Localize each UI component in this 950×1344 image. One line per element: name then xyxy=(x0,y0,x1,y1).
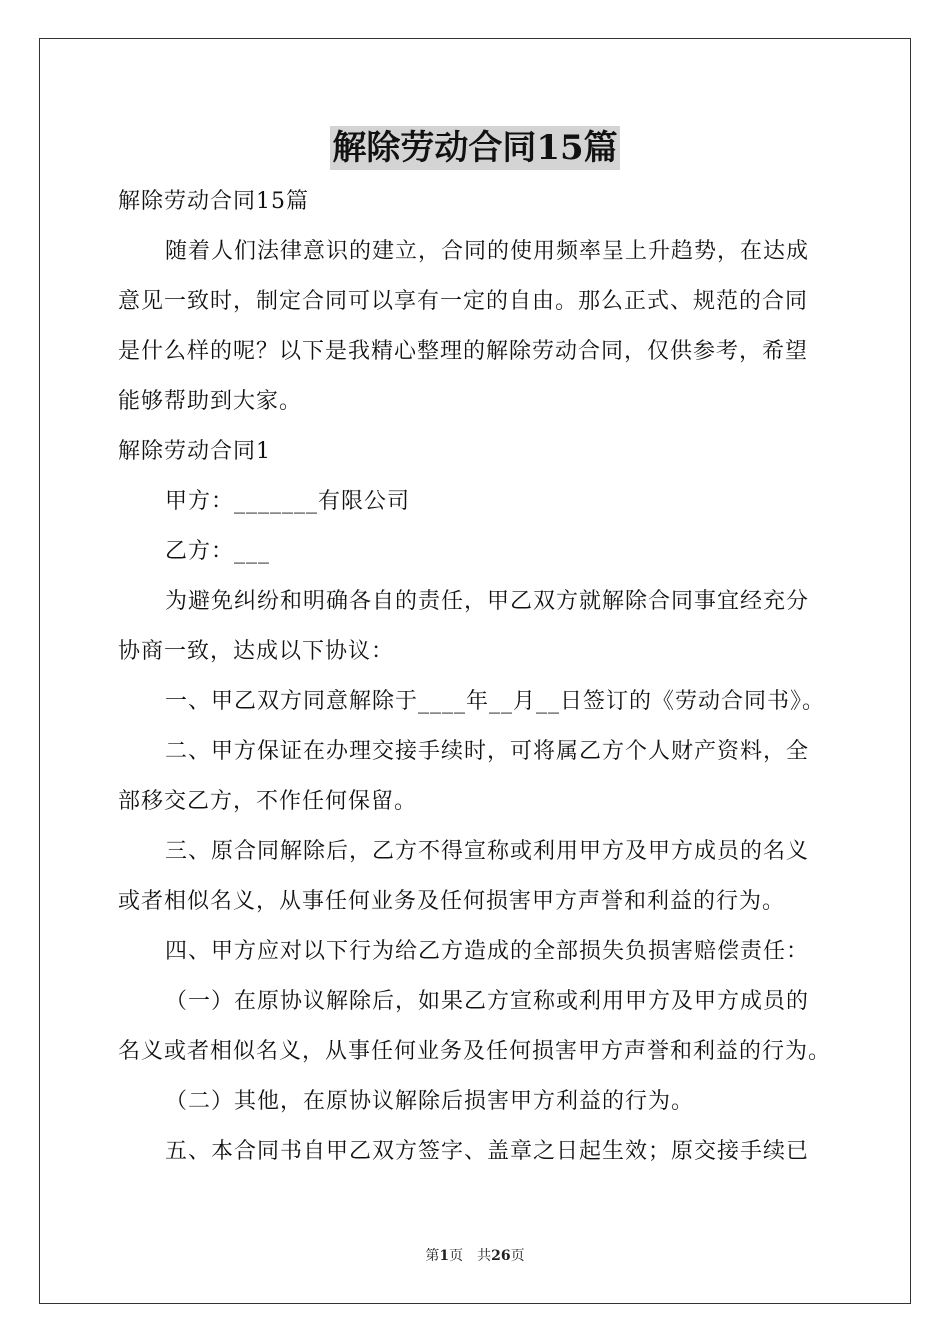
text-line: 乙方：___ xyxy=(165,539,271,564)
text-line: 五、本合同书自甲乙双方签字、盖章之日起生效；原交接手续已 xyxy=(165,1139,810,1164)
text-line: 名义或者相似名义，从事任何业务及任何损害甲方声誉和利益的行为。 xyxy=(118,1039,832,1064)
total-suffix: 页 xyxy=(510,1248,525,1264)
text-line: 随着人们法律意识的建立，合同的使用频率呈上升趋势，在达成 xyxy=(165,239,810,264)
document-title: 解除劳动合同15篇 xyxy=(332,128,618,168)
text-line: 为避免纠纷和明确各自的责任，甲乙双方就解除合同事宜经充分 xyxy=(165,589,810,614)
page-prefix: 第 xyxy=(425,1248,440,1264)
text-line: 甲方：_______有限公司 xyxy=(165,489,411,514)
text-line: 解除劳动合同1 xyxy=(118,439,271,464)
text-line: 是什么样的呢？以下是我精心整理的解除劳动合同，仅供参考，希望 xyxy=(118,339,809,364)
text-line: 三、原合同解除后，乙方不得宣称或利用甲方及甲方成员的名义 xyxy=(165,839,810,864)
text-line: 或者相似名义，从事任何业务及任何损害甲方声誉和利益的行为。 xyxy=(118,889,786,914)
page-number-current: 1 xyxy=(439,1248,450,1264)
total-prefix: 共 xyxy=(477,1248,492,1264)
document-body xyxy=(118,177,838,1177)
text-line: 二、甲方保证在办理交接手续时，可将属乙方个人财产资料，全 xyxy=(165,739,810,764)
page-number-total: 26 xyxy=(491,1248,511,1264)
text-line: 协商一致，达成以下协议： xyxy=(118,639,395,664)
text-line: 意见一致时，制定合同可以享有一定的自由。那么正式、规范的合同 xyxy=(118,289,809,314)
text-line: 能够帮助到大家。 xyxy=(118,389,303,414)
text-line: 一、甲乙双方同意解除于____年__月__日签订的《劳动合同书》。 xyxy=(165,689,826,714)
page-footer xyxy=(0,1246,950,1266)
text-line: 解除劳动合同15篇 xyxy=(118,189,309,214)
text-line: （一）在原协议解除后，如果乙方宣称或利用甲方及甲方成员的 xyxy=(165,989,810,1014)
text-line: （二）其他，在原协议解除后损害甲方利益的行为。 xyxy=(165,1089,695,1114)
page-suffix: 页 xyxy=(449,1248,464,1264)
title-area xyxy=(0,126,950,170)
text-line: 部移交乙方，不作任何保留。 xyxy=(118,789,418,814)
text-line: 四、甲方应对以下行为给乙方造成的全部损失负损害赔偿责任： xyxy=(165,939,810,964)
